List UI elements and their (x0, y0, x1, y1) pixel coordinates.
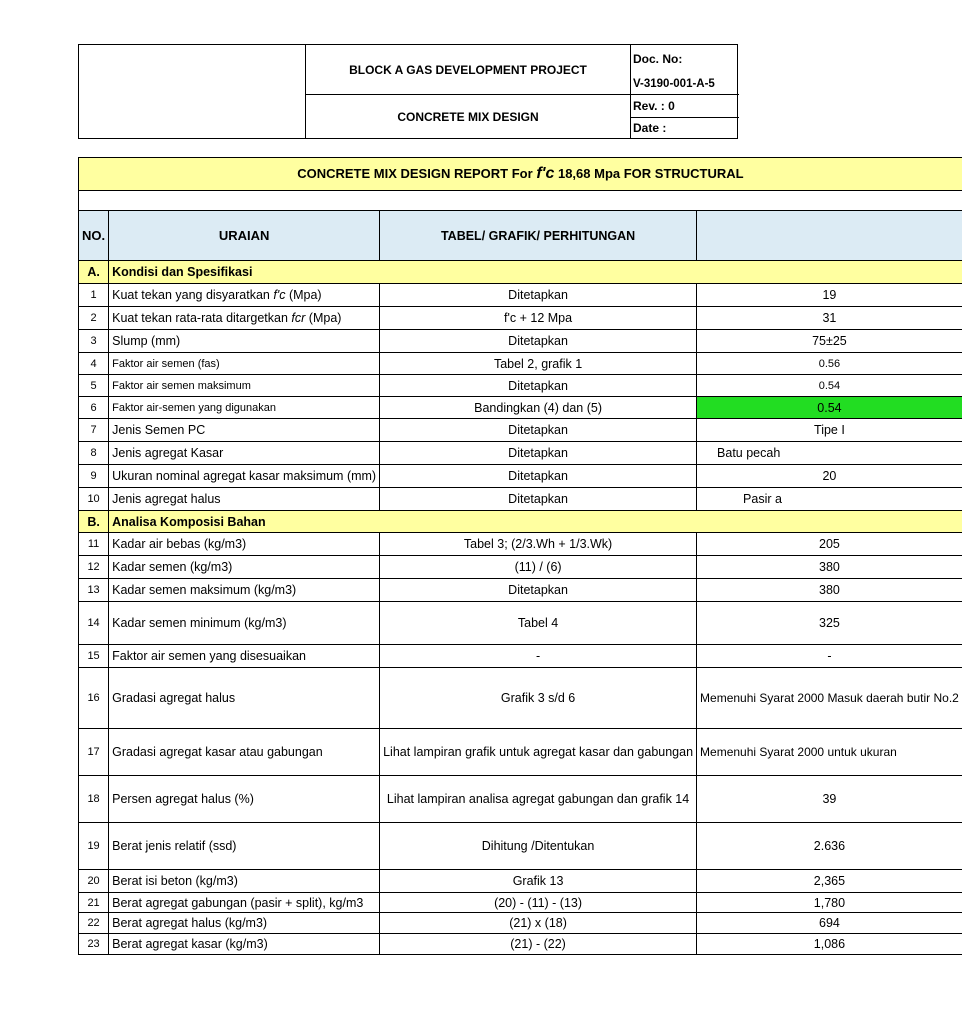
project-name: BLOCK A GAS DEVELOPMENT PROJECT (306, 45, 631, 95)
table-row: 19 Berat jenis relatif (ssd) Dihitung /Ditentukan 2.636 (79, 823, 962, 870)
table-row: 4 Faktor air semen (fas) Tabel 2, grafik 1 0.56 (79, 353, 962, 375)
date-label: Date : (633, 121, 667, 135)
table-row: 3 Slump (mm) Ditetapkan 75±25 (79, 330, 962, 353)
col-nilai (697, 211, 962, 261)
table-row: 2 Kuat tekan rata-rata ditargetkan fcr (Mpa) f'c + 12 Mpa 31 (79, 307, 962, 330)
table-row: 18 Persen agregat halus (%) Lihat lampiran analisa agregat gabungan dan grafik 14 39 (79, 776, 962, 823)
highlighted-value: 0.54 (697, 397, 962, 419)
section-row-a (79, 261, 962, 284)
logo-area (79, 45, 306, 138)
section-code: A. (79, 261, 109, 284)
table-row: 10 Jenis agregat halus Ditetapkan Pasir a (79, 488, 962, 511)
table-row: 13 Kadar semen maksimum (kg/m3) Ditetapkan 380 (79, 579, 962, 602)
doc-no-value: V-3190-001-A-5 (631, 73, 739, 95)
table-row: 17 Gradasi agregat kasar atau gabungan Lihat lampiran grafik untuk agregat kasar dan gabungan Memenuhi Syarat 2000 untuk ukuran (79, 729, 962, 776)
table-row: 14 Kadar semen minimum (kg/m3) Tabel 4 325 (79, 602, 962, 645)
mix-design-table (78, 157, 962, 955)
table-row: 8 Jenis agregat Kasar Ditetapkan Batu pecah (79, 442, 962, 465)
section-code: B. (79, 511, 109, 533)
table-row: 15 Faktor air semen yang disesuaikan - - (79, 645, 962, 668)
doc-no-label: Doc. No: (633, 52, 683, 66)
table-row: 12 Kadar semen (kg/m3) (11) / (6) 380 (79, 556, 962, 579)
col-uraian: URAIAN (109, 211, 380, 261)
table-row: 16 Gradasi agregat halus Grafik 3 s/d 6 Memenuhi Syarat 2000 Masuk daerah butir No.2 (79, 668, 962, 729)
table-row: 20 Berat isi beton (kg/m3) Grafik 13 2,365 (79, 870, 962, 893)
section-row-b (79, 511, 962, 533)
col-no: NO. (79, 211, 109, 261)
table-row: 11 Kadar air bebas (kg/m3) Tabel 3; (2/3.Wh + 1/3.Wk) 205 (79, 533, 962, 556)
document-header (78, 44, 738, 139)
row-description: Kuat tekan rata-rata ditargetkan fcr (Mpa) (109, 307, 380, 330)
table-row: 21 Berat agregat gabungan (pasir + split), kg/m3 (20) - (11) - (13) 1,780 (79, 893, 962, 913)
column-header-row (79, 211, 962, 261)
table-row: 7 Jenis Semen PC Ditetapkan Tipe I (79, 419, 962, 442)
table-row: 23 Berat agregat kasar (kg/m3) (21) - (22) 1,086 (79, 934, 962, 955)
row-description: Kuat tekan yang disyaratkan f'c (Mpa) (109, 284, 380, 307)
col-tabel: TABEL/ GRAFIK/ PERHITUNGAN (380, 211, 697, 261)
section-title: Kondisi dan Spesifikasi (109, 261, 962, 284)
report-title: CONCRETE MIX DESIGN REPORT For f'c 18,68 Mpa FOR STRUCTURAL (79, 158, 962, 191)
table-row: 1 Kuat tekan yang disyaratkan f'c (Mpa) Ditetapkan 19 (79, 284, 962, 307)
table-row: 5 Faktor air semen maksimum Ditetapkan 0.54 (79, 375, 962, 397)
spacer-row (79, 191, 962, 211)
revision: Rev. : 0 (631, 95, 739, 118)
section-title: Analisa Komposisi Bahan (109, 511, 962, 533)
document-title: CONCRETE MIX DESIGN (306, 95, 631, 138)
report-title-row (79, 158, 962, 191)
table-row: 22 Berat agregat halus (kg/m3) (21) x (18) 694 (79, 913, 962, 934)
table-row: 9 Ukuran nominal agregat kasar maksimum (mm) Ditetapkan 20 (79, 465, 962, 488)
table-row: 6 Faktor air-semen yang digunakan Bandingkan (4) dan (5) 0.54 (79, 397, 962, 419)
